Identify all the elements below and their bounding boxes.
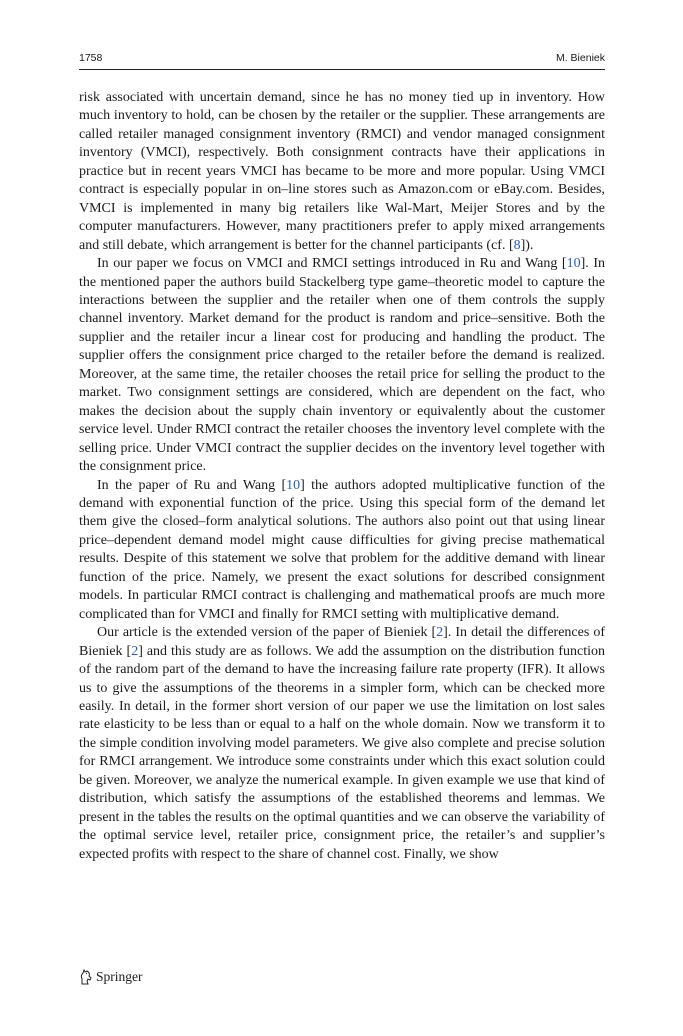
paragraph-text: In the paper of Ru and Wang [ <box>97 477 287 493</box>
paragraph-text: ]). <box>520 237 534 253</box>
paragraph-text: ]. In the mentioned paper the authors build Stackelberg type game–theoretic model to capture the interactions between the supplier and the retailer when one of them controls the supply channel inventory. Market demand for the product is random and price–sensitive. Both the supplier and the retailer incur a linear cost for producing and handling the product. The supplier offers the consignment price charged to the retailer before the demand is realized. Moreover, at the same time, the retailer chooses the retail price for selling the product to the market. Two consignment settings are considered, which are dependent on the fact, who makes the decision about the supply chain inventory or equivalently about the customer service level. Under RMCI contract the retailer chooses the inventory level complete with the selling price. Under VMCI contract the supplier decides on the inventory level together with the consignment price. <box>79 256 605 475</box>
paragraph-text: ] the authors adopted multiplicative function of the demand with exponential function of the price. Using this special form of the demand let them give the closed–form analytical solutions. The authors also point out that using linear price–dependent demand model might cause difficulties for giving precise mathematical results. Despite of this statement we solve that problem for the additive demand with linear function of the price. Namely, we present the exact solutions for described consignment models. In particular RMCI contract is challenging and mathematical proofs are much more complicated than for VMCI and finally for RMCI setting with multiplicative demand. <box>79 477 605 622</box>
paragraph-text: ]. In detail the differences of Bieniek [ <box>79 625 605 659</box>
page-number: 1758 <box>79 52 103 64</box>
header-rule <box>79 69 605 70</box>
paragraph-text: Our article is the extended version of the paper of Bieniek [ <box>97 625 437 641</box>
publisher-footer <box>79 967 143 987</box>
citation-link[interactable]: 10 <box>566 256 581 272</box>
publisher-name: Springer <box>96 969 143 984</box>
paragraph-text: risk associated with uncertain demand, since he has no money tied up in inventory. How much inventory to hold, can be chosen by the retailer or the supplier. These arrangements are called retailer managed consignment inventory (RMCI) and vendor managed consignment inventory (VMCI), respectively. Both consignment contracts have their applications in practice but in recent years VMCI has became to be more and more popular. Using VMCI contract is especially popular in on–line stores such as Amazon.com or eBay.com. Besides, VMCI is implemented in many big retailers like Wal-Mart, Meijer Stores and by the computer manufacturers. However, many practitioners prefer to apply mixed arrangements and still debate, which arrangement is better for the channel participants (cf. [ <box>79 90 605 253</box>
running-header <box>79 49 605 67</box>
citation-link[interactable]: 2 <box>436 625 444 641</box>
paragraph <box>79 89 605 255</box>
paragraph <box>79 477 605 625</box>
paragraph-text: ] and this study are as follows. We add the assumption on the distribution function of the random part of the demand to have the increasing failure rate property (IFR). It allows us to give the assumptions of the theorems in a simpler form, which can be checked more easily. In detail, in the former short version of our paper we use the limitation on lost sales rate elasticity to be less than or equal to a half on the whole domain. Now we transform it to the simple condition involving model parameters. We give also complete and precise solution for RMCI arrangement. We introduce some constraints under which this exact solution could be given. Moreover, we analyze the numerical example. In given example we use that kind of distribution, which satisfy the assumptions of the established theorems and lemmas. We present in the tables the results on the optimal quantities and we can observe the variability of the optimal service level, retailer price, consignment price, the retailer’s and supplier’s expected profits with respect to the share of channel cost. Finally, we show <box>79 643 605 862</box>
paragraph-text: In our paper we focus on VMCI and RMCI settings introduced in Ru and Wang [ <box>97 256 567 272</box>
citation-link[interactable]: 10 <box>286 477 301 493</box>
citation-link[interactable]: 8 <box>513 237 521 253</box>
citation-link[interactable]: 2 <box>131 643 139 659</box>
paragraph <box>79 255 605 476</box>
paragraph <box>79 624 605 864</box>
body-text <box>79 89 605 864</box>
springer-horse-icon <box>79 969 93 985</box>
running-author: M. Bieniek <box>555 52 605 64</box>
